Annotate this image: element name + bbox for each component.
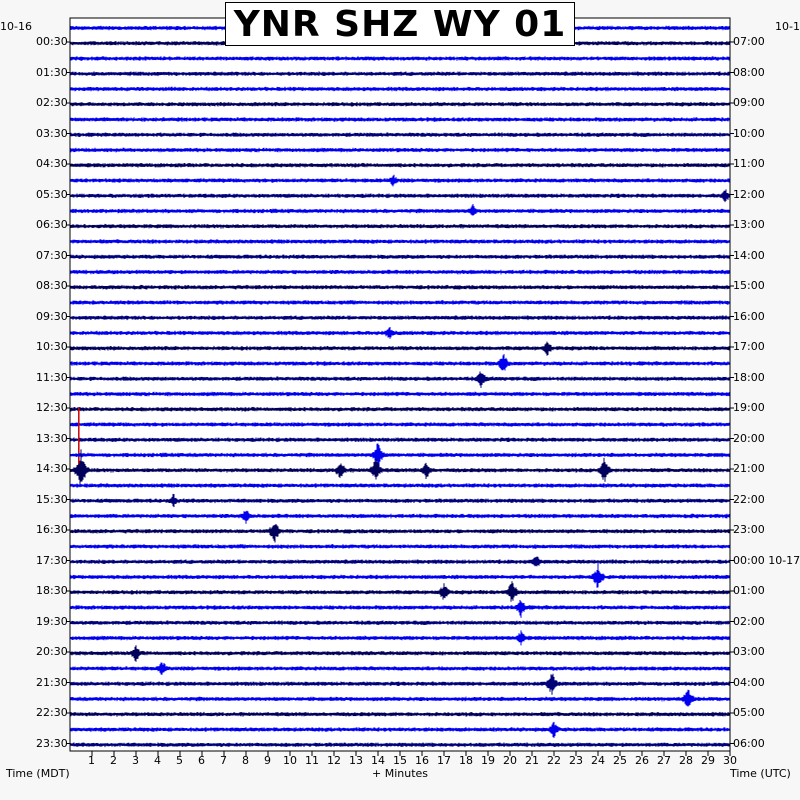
x-tick-label: 3 — [132, 754, 139, 767]
x-tick-label: 17 — [437, 754, 451, 767]
x-tick-label: 1 — [88, 754, 95, 767]
left-date-label: 10-16 — [0, 20, 32, 33]
x-tick-label: 29 — [701, 754, 715, 767]
left-time-label: 23:30 — [36, 736, 68, 750]
left-time-label: 00:30 — [36, 35, 68, 48]
right-time-label: 18:00 — [733, 370, 765, 384]
x-tick-label: 12 — [327, 754, 341, 767]
left-time-label: 13:30 — [36, 431, 68, 445]
x-tick-label: 13 — [349, 754, 363, 767]
left-time-label: 12:30 — [36, 401, 68, 414]
x-axis-label: + Minutes — [372, 767, 429, 780]
chart-title-box — [225, 2, 575, 46]
right-time-label: 00:00 10-17 — [733, 553, 800, 567]
right-time-label: 21:00 — [733, 462, 765, 475]
right-time-label: 16:00 — [733, 309, 765, 323]
left-time-label: 04:30 — [36, 157, 68, 170]
left-time-label: 16:30 — [36, 523, 68, 536]
x-tick-label: 30 — [723, 754, 737, 767]
x-tick-label: 16 — [415, 754, 429, 767]
right-time-label: 02:00 — [733, 614, 765, 628]
left-time-label: 09:30 — [36, 309, 68, 323]
x-tick-label: 15 — [393, 754, 407, 767]
x-tick-label: 14 — [371, 754, 385, 767]
right-time-label: 17:00 — [733, 340, 765, 353]
x-tick-label: 28 — [679, 754, 693, 767]
x-tick-label: 22 — [547, 754, 561, 767]
left-time-label: 20:30 — [36, 645, 68, 658]
x-tick-label: 27 — [657, 754, 671, 767]
x-label-right: Time (UTC) — [730, 767, 791, 780]
trace-row-17 — [70, 285, 730, 290]
left-time-label: 22:30 — [36, 706, 68, 719]
left-time-label: 08:30 — [36, 279, 68, 292]
left-time-label: 05:30 — [36, 187, 68, 201]
right-time-label: 19:00 — [733, 401, 765, 414]
plot-area — [70, 18, 730, 751]
x-tick-label: 21 — [525, 754, 539, 767]
right-date-label: 10-1 — [775, 20, 800, 33]
x-tick-label: 20 — [503, 754, 517, 767]
x-tick-label: 7 — [220, 754, 227, 767]
right-time-label: 04:00 — [733, 675, 765, 689]
right-time-label: 13:00 — [733, 218, 765, 231]
right-time-label: 15:00 — [733, 279, 765, 292]
x-tick-label: 9 — [264, 754, 271, 767]
right-time-label: 05:00 — [733, 706, 765, 719]
x-tick-label: 6 — [198, 754, 205, 767]
left-time-label: 07:30 — [36, 248, 68, 262]
x-tick-label: 10 — [283, 754, 297, 767]
x-tick-label: 2 — [110, 754, 117, 767]
x-tick-label: 5 — [176, 754, 183, 767]
x-tick-label: 8 — [242, 754, 249, 767]
left-time-label: 10:30 — [36, 340, 68, 353]
right-time-label: 06:00 — [733, 736, 765, 750]
right-time-label: 11:00 — [733, 157, 765, 170]
left-time-label: 03:30 — [36, 126, 68, 140]
x-tick-label: 25 — [613, 754, 627, 767]
right-time-label: 14:00 — [733, 248, 765, 262]
x-tick-label: 23 — [569, 754, 583, 767]
right-time-label: 09:00 — [733, 96, 765, 109]
right-time-label: 07:00 — [733, 35, 765, 48]
right-time-label: 01:00 — [733, 584, 765, 597]
right-time-label: 10:00 — [733, 126, 765, 140]
x-tick-label: 11 — [305, 754, 319, 767]
left-time-label: 11:30 — [36, 370, 68, 384]
left-time-label: 06:30 — [36, 218, 68, 231]
left-time-label: 19:30 — [36, 614, 68, 628]
x-tick-label: 18 — [459, 754, 473, 767]
right-time-label: 03:00 — [733, 645, 765, 658]
right-time-label: 20:00 — [733, 431, 765, 445]
left-time-label: 21:30 — [36, 675, 68, 689]
left-time-label: 17:30 — [36, 553, 68, 567]
x-label-left: Time (MDT) — [6, 767, 70, 780]
right-time-label: 22:00 — [733, 492, 765, 506]
x-tick-label: 4 — [154, 754, 161, 767]
x-tick-label: 24 — [591, 754, 605, 767]
x-tick-label: 26 — [635, 754, 649, 767]
left-time-label: 02:30 — [36, 96, 68, 109]
right-time-label: 23:00 — [733, 523, 765, 536]
left-time-label: 15:30 — [36, 492, 68, 506]
right-time-label: 08:00 — [733, 65, 765, 79]
chart-title: YNR SHZ WY 01 — [233, 3, 567, 45]
left-time-label: 01:30 — [36, 65, 68, 79]
x-tick-label: 19 — [481, 754, 495, 767]
left-time-label: 18:30 — [36, 584, 68, 597]
left-time-label: 14:30 — [36, 462, 68, 475]
right-time-label: 12:00 — [733, 187, 765, 201]
